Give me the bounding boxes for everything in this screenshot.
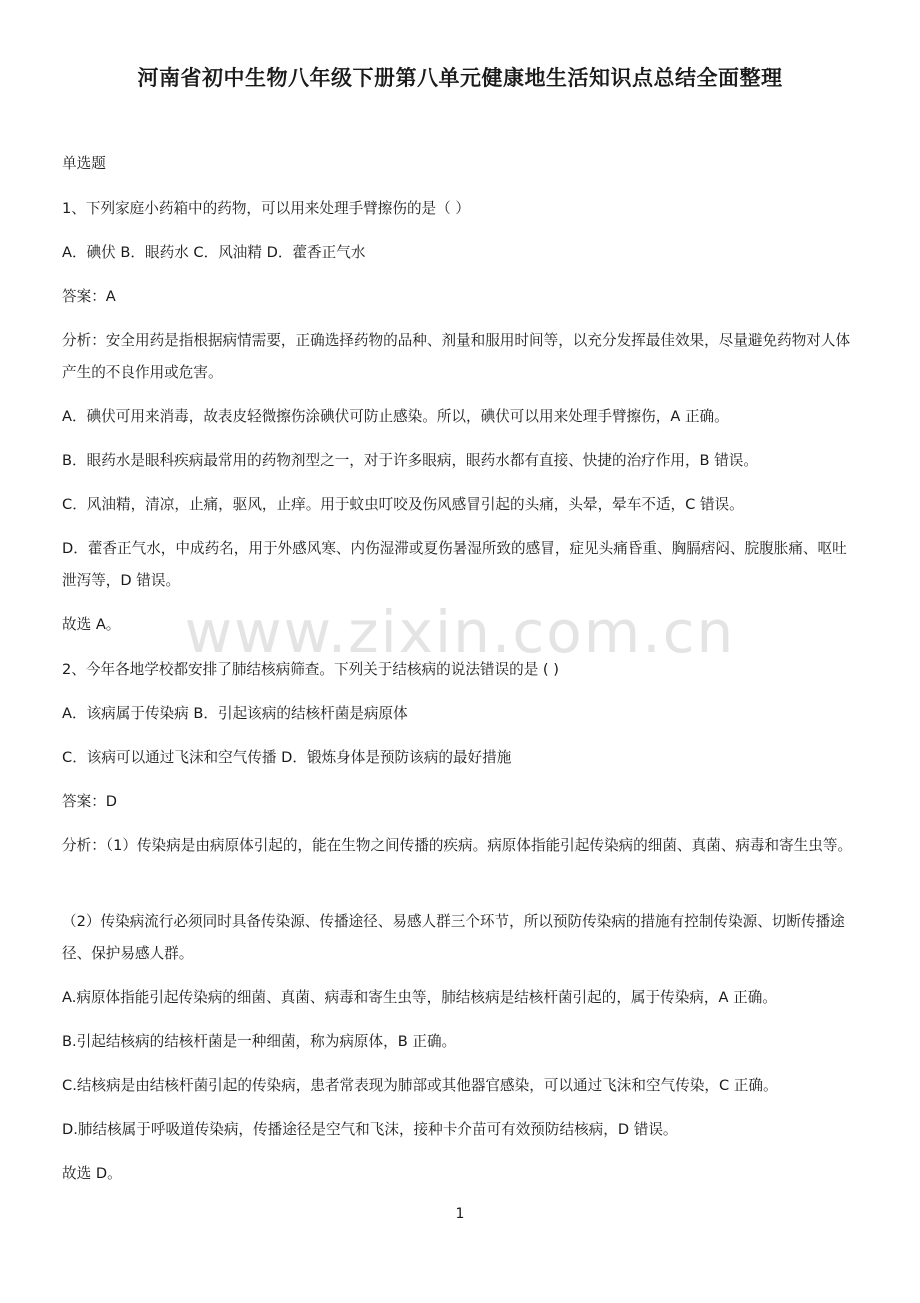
q2-analysis-2: （2）传染病流行必须同时具备传染源、传播途径、易感人群三个环节，所以预防传染病的措施有控制传染源、切断传播途径、保护易感人群。 xyxy=(62,913,845,962)
q1-explain-d: D．藿香正气水，中成药名，用于外感风寒、内伤湿滞或夏伤暑湿所致的感冒，症见头痛昏重、胸膈痞闷、脘腹胀痛、呕吐泄泻等，D 错误。 xyxy=(62,540,847,589)
section-label: 单选题 xyxy=(62,155,106,172)
watermark: www.zixin.com.cn xyxy=(184,598,736,666)
page-number: 1 xyxy=(455,1206,465,1222)
q1-explain-c: C．风油精，清凉，止痛，驱风，止痒。用于蚊虫叮咬及伤风感冒引起的头痛，头晕，晕车不适，C 错误。 xyxy=(62,496,744,513)
q1-explain-a: A．碘伏可用来消毒，故表皮轻微擦伤涂碘伏可防止感染。所以，碘伏可以用来处理手臂擦伤，A 正确。 xyxy=(62,408,729,425)
q2-explain-a: A.病原体指能引起传染病的细菌、真菌、病毒和寄生虫等，肺结核病是结核杆菌引起的，属于传染病，A 正确。 xyxy=(62,989,777,1006)
q2-answer: 答案：D xyxy=(62,793,118,810)
q2-options-2: C．该病可以通过飞沫和空气传播 D．锻炼身体是预防该病的最好措施 xyxy=(62,749,512,766)
q2-explain-b: B.引起结核病的结核杆菌是一种细菌，称为病原体，B 正确。 xyxy=(62,1033,457,1050)
q2-question: 2、今年各地学校都安排了肺结核病筛查。下列关于结核病的说法错误的是 ( ) xyxy=(62,661,559,678)
q1-options: A．碘伏 B．眼药水 C．风油精 D．藿香正气水 xyxy=(62,244,366,261)
q1-analysis: 分析：安全用药是指根据病情需要，正确选择药物的品种、剂量和服用时间等，以充分发挥最佳效果，尽量避免药物对人体产生的不良作用或危害。 xyxy=(62,332,851,381)
q2-explain-d: D.肺结核属于呼吸道传染病，传播途径是空气和飞沫，接种卡介苗可有效预防结核病，D 错误。 xyxy=(62,1121,678,1138)
q1-question: 1、下列家庭小药箱中的药物，可以用来处理手臂擦伤的是（ ） xyxy=(62,200,470,217)
q1-answer: 答案：A xyxy=(62,288,116,305)
q2-explain-c: C.结核病是由结核杆菌引起的传染病，患者常表现为肺部或其他器官感染，可以通过飞沫和空气传染，C 正确。 xyxy=(62,1077,778,1094)
q2-analysis-1: 分析：（1）传染病是由病原体引起的，能在生物之间传播的疾病。病原体指能引起传染病的细菌、真菌、病毒和寄生虫等。 xyxy=(62,837,853,854)
q2-conclusion: 故选 D。 xyxy=(62,1165,122,1182)
q2-options-1: A．该病属于传染病 B．引起该病的结核杆菌是病原体 xyxy=(62,705,408,722)
page-title: 河南省初中生物八年级下册第八单元健康地生活知识点总结全面整理 xyxy=(137,66,783,90)
q1-conclusion: 故选 A。 xyxy=(62,616,121,633)
q1-explain-b: B．眼药水是眼科疾病最常用的药物剂型之一，对于许多眼病，眼药水都有直接、快捷的治疗作用，B 错误。 xyxy=(62,452,758,469)
